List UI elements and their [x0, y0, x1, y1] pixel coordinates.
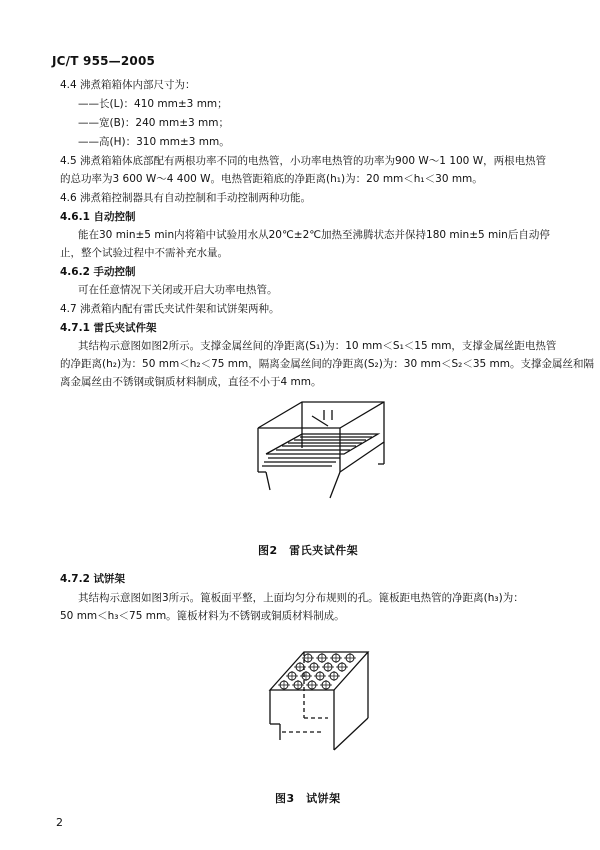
section-4-4-title: 4.4 沸煮箱箱体内部尺寸为：: [60, 79, 196, 91]
figure-2-caption: 图2 雷氏夹试件架: [258, 544, 359, 557]
section-4-7-1-line3: 离金属丝由不锈钢或铜质材料制成，直径不小于4 mm。: [60, 376, 322, 388]
figure-3-drawing: [252, 640, 386, 760]
section-4-7-2-line1: 其结构示意图如图3所示。篦板面平整，上面均匀分布规则的孔。篦板距电热管的净距离(h₃)为：: [78, 592, 524, 604]
section-4-7-1-line1: 其结构示意图如图2所示。支撑金属丝间的净距离(S₁)为：10 mm＜S₁＜15 mm，支撑金属丝距电热管: [78, 340, 557, 352]
section-4-7-1-line2: 的净距离(h₂)为：50 mm＜h₂＜75 mm，隔离金属丝间的净距离(S₂)为：30 mm＜S₂＜35 mm。支撑金属丝和隔: [60, 358, 594, 370]
section-4-7-1-title: 4.7.1 雷氏夹试件架: [60, 322, 157, 334]
section-4-5-line1: 4.5 沸煮箱箱体底部配有两根功率不同的电热管，小功率电热管的功率为900 W～1 100 W，两根电热管: [60, 155, 547, 167]
section-4-7-2-line2: 50 mm＜h₃＜75 mm。篦板材料为不锈钢或铜质材料制成。: [60, 610, 345, 622]
section-4-6-1-line2: 止，整个试验过程中不需补充水量。: [60, 247, 228, 259]
section-4-7-2-title: 4.7.2 试饼架: [60, 573, 126, 585]
page-number: 2: [56, 816, 63, 829]
section-4-6-title: 4.6 沸煮箱控制器具有自动控制和手动控制两种功能。: [60, 192, 312, 204]
section-4-6-2-title: 4.6.2 手动控制: [60, 266, 136, 278]
dimension-length: ——长(L)：410 mm±3 mm；: [78, 98, 228, 110]
section-4-5-line2: 的总功率为3 600 W～4 400 W。电热管距箱底的净距离(h₁)为：20 mm＜h₁＜30 mm。: [60, 173, 483, 185]
dimension-width: ——宽(B)：240 mm±3 mm；: [78, 117, 230, 129]
section-4-6-2-line1: 可在任意情况下关闭或开启大功率电热管。: [78, 284, 278, 296]
dimension-height: ——高(H)：310 mm±3 mm。: [78, 136, 230, 148]
section-4-6-1-title: 4.6.1 自动控制: [60, 211, 136, 223]
figure-3-caption: 图3 试饼架: [275, 792, 341, 805]
section-4-6-1-line1: 能在30 min±5 min内将箱中试验用水从20℃±2℃加热至沸腾状态并保持180 min±5 min后自动停: [78, 229, 550, 241]
figure-2-drawing: [240, 398, 400, 506]
section-4-7-title: 4.7 沸煮箱内配有雷氏夹试件架和试饼架两种。: [60, 303, 280, 315]
standard-code: JC/T 955—2005: [52, 54, 156, 68]
